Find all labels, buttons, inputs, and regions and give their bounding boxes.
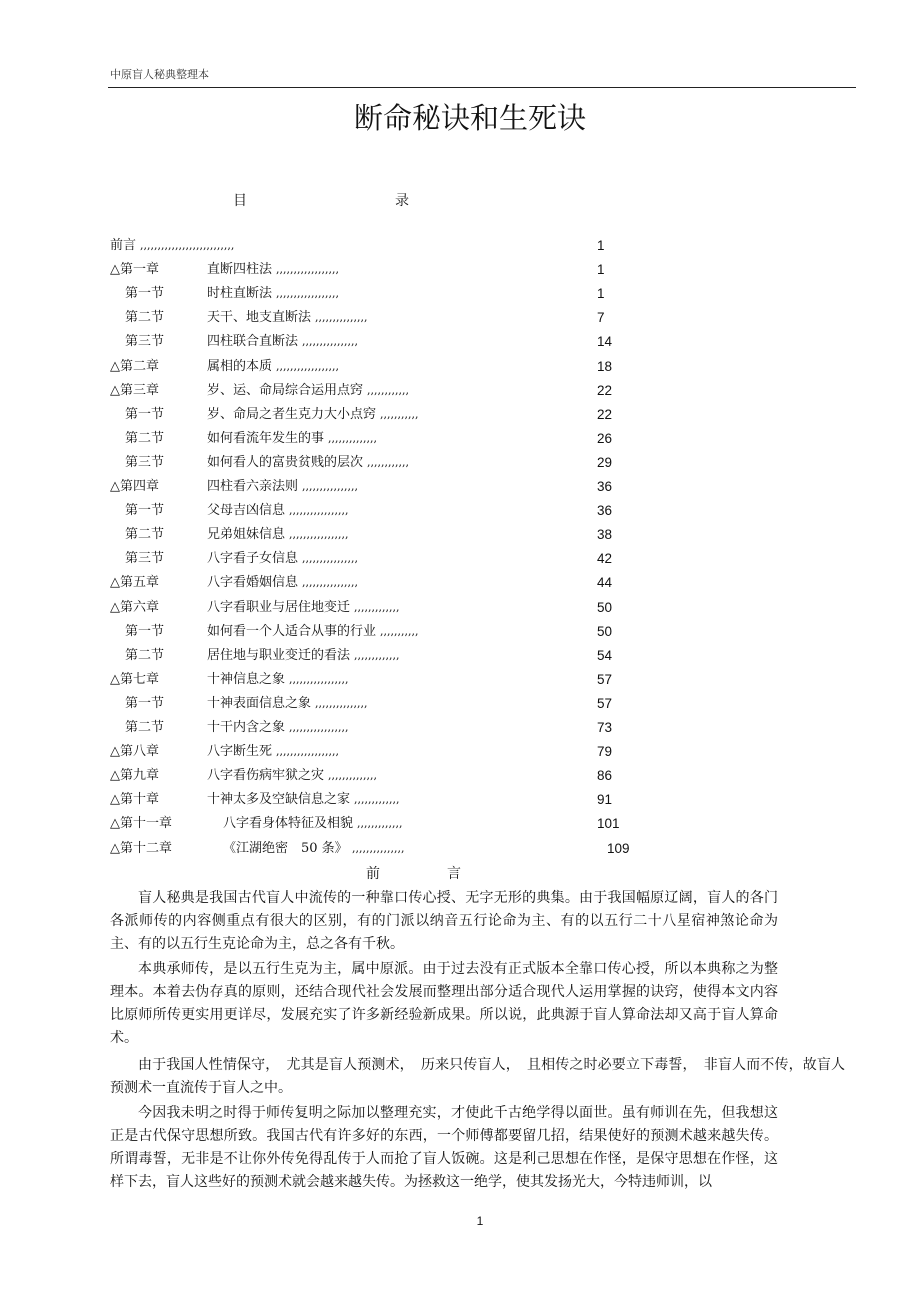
toc-entry-page: 1 — [597, 238, 605, 253]
toc-entry-title: 十神太多及空缺信息之家 — [207, 792, 351, 808]
toc-entry-leader: ,,,,,,,,,,,,,,,,, — [289, 528, 349, 542]
toc-entry-title: 十神信息之象 — [207, 671, 286, 687]
toc-entry-title: 《江湖绝密 50 条》 — [223, 840, 348, 856]
document-title: 断命秘诀和生死诀 — [353, 101, 586, 135]
toc-entry-page: 1 — [597, 262, 605, 278]
toc-entry — [110, 235, 670, 257]
toc-entry-title: 时柱直断法 — [207, 286, 273, 302]
toc-entry-title: 八字看子女信息 — [207, 551, 299, 567]
toc-entry-label: △第二章 — [110, 358, 159, 374]
toc-entry-page: 36 — [597, 503, 613, 519]
toc-entry-label: △第四章 — [110, 479, 159, 494]
toc-entry-title: 八字看伤病牢狱之灾 — [207, 768, 325, 784]
toc-entry-page: 22 — [597, 406, 613, 422]
toc-entry — [110, 524, 670, 546]
toc-entry-page: 57 — [597, 671, 613, 687]
toc-entry-label: △第九章 — [110, 768, 159, 784]
toc-entry-leader: ,,,,,,,,,,,,,,,,,, — [276, 359, 339, 373]
toc-entry-leader: ,,,,,,,,,,,, — [367, 383, 409, 397]
toc-entry-title: 居住地与职业变迁的看法 — [207, 647, 351, 663]
toc-entry-title: 十神表面信息之象 — [207, 695, 312, 711]
toc-entry-title: 八字看职业与居住地变迁 — [207, 599, 351, 615]
toc-entry-leader: ,,,,,,,,,,,,,,, — [315, 311, 368, 325]
toc-entry — [110, 548, 670, 570]
toc-entry-label: 第一节 — [125, 406, 165, 422]
toc-entry-page: 36 — [597, 479, 613, 494]
toc-entry-label: △第三章 — [110, 382, 159, 398]
toc-entry-label: 第三节 — [125, 551, 165, 567]
toc-entry-page: 73 — [597, 720, 613, 735]
toc-entry — [110, 380, 670, 402]
toc-entry-page: 1 — [597, 286, 605, 302]
preface-paragraph-1: 盲人秘典是我国古代盲人中流传的一种靠口传心授、无字无形的典集。由于我国幅原辽阔，盲人的各门各派师传的内容侧重点有很大的区别，有的门派以纳音五行论命为主、有的以五行二十八星宿神煞论命为主、有的以五行生克论命为主，总之各有千秋。 — [110, 890, 778, 952]
toc-entry-page: 50 — [597, 623, 613, 639]
toc-entry-page: 86 — [597, 768, 613, 784]
toc-entry-title: 八字断生死 — [207, 744, 273, 760]
toc-entry-leader: ,,,,,,,,,,, — [380, 407, 419, 421]
preface-heading-left: 前 — [366, 866, 380, 882]
toc-entry-title: 天干、地支直断法 — [207, 310, 312, 326]
toc-entry — [110, 356, 670, 378]
running-header: 中原盲人秘典整理本 — [110, 68, 209, 81]
toc-entry-leader: ,,,,,,,,,,,,,, — [328, 769, 377, 783]
toc-entry-title: 岁、运、命局综合运用点窍 — [207, 382, 364, 398]
toc-entry-page: 91 — [597, 792, 613, 808]
toc-entry-label: △第十章 — [110, 792, 159, 808]
toc-entry-leader: ,,,,,,,,,,,,,,,,,, — [276, 745, 339, 759]
toc-entry-title: 四柱联合直断法 — [207, 334, 299, 350]
toc-entry-leader: ,,,,,,,,,,,,,,,,, — [289, 672, 349, 686]
toc-entry — [110, 838, 670, 860]
toc-entry — [110, 693, 670, 715]
toc-entry-page: 29 — [597, 454, 613, 470]
toc-entry-page: 44 — [597, 575, 613, 591]
toc-entry-label: 第三节 — [125, 334, 165, 350]
toc-entry — [110, 476, 670, 498]
toc-entry-page: 57 — [597, 695, 613, 711]
toc-entry — [110, 717, 670, 739]
toc-entry — [110, 452, 670, 474]
toc-entry-label: △第六章 — [110, 599, 159, 615]
toc-entry-leader: ,,,,,,,,,,,,,,,,, — [289, 721, 349, 734]
toc-entry-title: 属相的本质 — [207, 358, 273, 374]
toc-entry-leader: ,,,,,,,,,,,,,,,, — [302, 335, 358, 349]
preface-paragraph-2: 本典承师传，是以五行生克为主，属中原派。由于过去没有正式版本全靠口传心授，所以本典称之为整理本。本着去伪存真的原则，还结合现代社会发展而整理出部分适合现代人运用掌握的诀窍，使得本文内容比原师所传更实用更详尽，发展充实了许多新经验新成果。所以说，此典源于盲人算命法却又高于盲人算命术。 — [110, 961, 778, 1046]
toc-entry-leader: ,,,,,,,,,,,,, — [354, 793, 400, 807]
toc-entry-label: △第一章 — [110, 262, 159, 278]
toc-entry-leader: ,,,,,,,,,,,,,,,,,, — [276, 287, 339, 301]
toc-entry-title: 四柱看六亲法则 — [207, 479, 299, 494]
toc-entry-page: 101 — [597, 816, 620, 832]
toc-entry-label: 第一节 — [125, 623, 165, 639]
preface-heading-right: 言 — [447, 866, 461, 882]
toc-entry — [110, 500, 670, 522]
toc-entry-leader: ,,,,,,,,,,,,, — [357, 817, 403, 831]
toc-entry-label: 第一节 — [125, 695, 165, 711]
header-rule — [108, 87, 856, 88]
toc-entry-leader: ,,,,,,,,,,,,,,,,, — [289, 504, 349, 518]
toc-entry — [110, 283, 670, 305]
toc-entry — [110, 621, 670, 643]
toc-entry-leader: ,,,,,,,,,,,,,,,,,,,,,,,,,,, — [140, 239, 235, 252]
toc-entry-page: 50 — [597, 599, 613, 615]
toc-entry-leader: ,,,,,,,,,,,, — [367, 455, 409, 469]
toc-entry-leader: ,,,,,,,,,,,,, — [354, 600, 400, 614]
toc-entry — [110, 307, 670, 329]
toc-entry — [110, 741, 670, 763]
toc-entry — [110, 572, 670, 594]
toc-entry-page: 54 — [597, 647, 613, 663]
toc-entry-label: 第一节 — [125, 503, 165, 519]
toc-entry-label: 第二节 — [125, 647, 165, 663]
toc-entry-title: 如何看人的富贵贫贱的层次 — [207, 454, 364, 470]
toc-entry-title: 兄弟姐妹信息 — [207, 527, 286, 543]
toc-entry — [110, 597, 670, 619]
toc-entry-label: △第十一章 — [110, 816, 172, 832]
toc-entry-label: 第二节 — [125, 720, 165, 735]
toc-entry-title: 岁、命局之者生克力大小点窍 — [207, 406, 377, 422]
toc-entry-leader: ,,,,,,,,,,, — [380, 624, 419, 638]
toc-entry-page: 14 — [597, 334, 613, 350]
toc-entry — [110, 331, 670, 353]
toc-entry-page: 18 — [597, 358, 613, 374]
toc-entry-title: 如何看流年发生的事 — [207, 430, 325, 446]
toc-entry-leader: ,,,,,,,,,,,,,,,, — [302, 552, 358, 566]
toc-entry-title: 八字看身体特征及相貌 — [223, 816, 354, 832]
toc-entry-label: 第三节 — [125, 454, 165, 470]
toc-entry — [110, 259, 670, 281]
page-number: 1 — [476, 1214, 484, 1228]
toc-heading-right: 录 — [395, 193, 409, 209]
toc-entry — [110, 645, 670, 667]
toc-entry — [110, 669, 670, 691]
toc-entry-leader: ,,,,,,,,,,,,,,,, — [302, 480, 358, 493]
toc-entry-page: 42 — [597, 551, 613, 567]
toc-entry-page: 109 — [607, 840, 630, 856]
toc-entry-leader: ,,,,,,,,,,,,, — [354, 648, 400, 662]
preface-paragraph-4: 今因我未明之时得于师传复明之际加以整理充实，才使此千古绝学得以面世。虽有师训在先，但我想这正是古代保守思想所致。我国古代有许多好的东西，一个师傅都要留几招，结果使好的预测术越来越失传。所谓毒誓，无非是不让你外传免得乱传于人而抢了盲人饭碗。这是利己思想在作怪，是保守思想在作怪，这样下去，盲人这些好的预测术就会越来越失传。为拯救这一绝学，使其发扬光大，今特违师训，以 — [110, 1105, 778, 1190]
toc-entry-leader: ,,,,,,,,,,,,,,, — [315, 696, 368, 710]
toc-entry-label: 第一节 — [125, 286, 165, 302]
toc-entry-label: △第五章 — [110, 575, 159, 591]
toc-entry-title: 八字看婚姻信息 — [207, 575, 299, 591]
toc-entry-leader: ,,,,,,,,,,,,,,,, — [302, 576, 358, 590]
toc-entry-page: 79 — [597, 744, 613, 760]
toc-entry-leader: ,,,,,,,,,,,,,,, — [352, 841, 405, 855]
toc-entry-title: 直断四柱法 — [207, 262, 273, 278]
toc-entry-label: 第二节 — [125, 527, 165, 543]
toc-entry-title: 十干内含之象 — [207, 720, 286, 735]
toc-entry-page: 7 — [597, 310, 605, 326]
toc-entry-label: △第十二章 — [110, 840, 172, 856]
toc-entry — [110, 765, 670, 787]
toc-entry-page: 26 — [597, 430, 613, 446]
toc-entry — [110, 789, 670, 811]
toc-entry-label: 第二节 — [125, 430, 165, 446]
toc-entry-title: 父母吉凶信息 — [207, 503, 286, 519]
toc-entry — [110, 428, 670, 450]
toc-entry-label: △第八章 — [110, 744, 159, 760]
toc-heading-left: 目 — [233, 193, 247, 209]
toc-entry-title: 如何看一个人适合从事的行业 — [207, 623, 377, 639]
toc-entry — [110, 813, 670, 835]
toc-entry-leader: ,,,,,,,,,,,,,,,,,, — [276, 263, 339, 277]
preface-paragraph-3: 由于我国人性情保守， 尤其是盲人预测术， 历来只传盲人， 且相传之时必要立下毒誓， 非盲人而不传，故盲人预测术一直流传于盲人之中。 — [110, 1057, 845, 1096]
toc-entry-leader: ,,,,,,,,,,,,,, — [328, 431, 377, 445]
toc-entry — [110, 404, 670, 426]
toc-entry-label: △第七章 — [110, 671, 159, 687]
toc-entry-page: 22 — [597, 382, 613, 398]
toc-entry-label: 第二节 — [125, 310, 165, 326]
toc-entry-label: 前言 — [110, 238, 137, 253]
toc-entry-page: 38 — [597, 527, 613, 543]
